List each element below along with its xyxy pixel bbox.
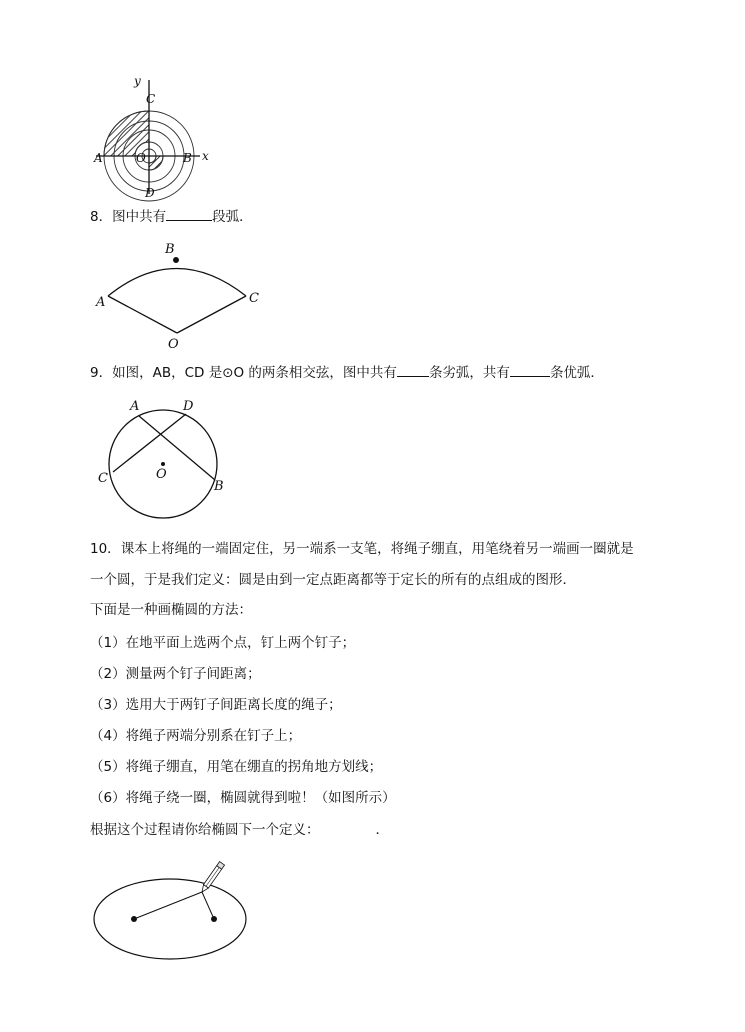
step-5-text: （5）将绳子绷直，用笔在绷直的拐角地方划线； — [90, 759, 383, 775]
step-6 — [90, 788, 396, 808]
question-9-text-c: 条优弧． — [549, 365, 604, 381]
question-9-number: 9． — [90, 365, 113, 381]
label-c: C — [249, 291, 259, 306]
point-b — [173, 257, 179, 263]
label-d: D — [183, 399, 194, 414]
label-o: O — [156, 467, 167, 482]
label-a: A — [94, 151, 103, 165]
intersecting-chords-figure — [94, 396, 234, 526]
nail-left — [131, 916, 137, 922]
arc-abc — [108, 269, 246, 297]
chord-ab — [139, 416, 215, 480]
string-left — [134, 892, 202, 919]
question-9-text-b: 条劣弧，共有 — [428, 365, 510, 381]
string-right — [202, 892, 214, 919]
label-y: y — [134, 74, 141, 88]
step-4 — [90, 726, 301, 746]
question-10-ask — [90, 820, 389, 840]
sector-figure — [92, 236, 272, 350]
nail-right — [211, 916, 217, 922]
step-2 — [90, 664, 261, 684]
question-10-text-1: 课本上将绳的一端固定住，另一端系一支笔，将绳子绷直，用笔绕着另一端画一圈就是 — [120, 541, 634, 557]
label-d: D — [145, 186, 155, 200]
label-x: x — [202, 149, 209, 163]
step-3-text: （3）选用大于两钉子间距离长度的绳子； — [90, 697, 342, 713]
label-c: C — [98, 471, 108, 486]
ellipse — [94, 879, 246, 959]
question-8-text-b: 段弧． — [212, 209, 253, 225]
question-10-intro — [90, 600, 252, 620]
step-4-text: （4）将绳子两端分别系在钉子上； — [90, 728, 302, 744]
answer-blank-9a[interactable] — [397, 362, 429, 377]
question-10-ask-text: 根据这个过程请你给椭圆下一个定义： — [90, 822, 320, 838]
question-10-intro-text: 下面是一种画椭圆的方法： — [90, 602, 252, 618]
step-1 — [90, 633, 355, 653]
label-b: B — [214, 479, 224, 494]
radius-oa — [108, 296, 177, 333]
question-8 — [90, 206, 253, 227]
label-o: O — [168, 337, 179, 352]
question-10-text-2: 一个圆，于是我们定义：圆是由到一定点距离都等于定长的所有的点组成的图形． — [90, 572, 576, 588]
label-b: B — [183, 151, 192, 165]
radius-oc — [177, 296, 246, 333]
shaded-outer-quadrant — [104, 111, 149, 156]
question-9 — [90, 362, 604, 383]
label-c: C — [146, 92, 156, 106]
answer-blank-9b[interactable] — [510, 362, 550, 377]
question-8-text-a: 图中共有 — [112, 209, 167, 225]
step-3 — [90, 695, 342, 715]
step-5 — [90, 757, 382, 777]
concentric-circles-figure — [88, 72, 228, 202]
question-9-text-a: 如图，AB，CD 是⊙O 的两条相交弦，图中共有 — [112, 365, 397, 381]
answer-blank-10[interactable] — [320, 820, 376, 834]
question-10-line-2 — [90, 570, 576, 590]
answer-blank-8[interactable] — [166, 206, 212, 221]
question-10-end: ． — [375, 822, 389, 838]
question-10-number: 10． — [90, 541, 121, 557]
question-8-number: 8． — [90, 209, 113, 225]
ellipse-drawing-figure — [90, 852, 260, 964]
label-b: B — [165, 242, 175, 257]
step-1-text: （1）在地平面上选两个点，钉上两个钉子； — [90, 635, 356, 651]
step-2-text: （2）测量两个钉子间距离； — [90, 666, 261, 682]
label-a: A — [96, 295, 106, 310]
chord-cd — [113, 414, 186, 472]
label-a: A — [130, 399, 140, 414]
question-10-line-1 — [90, 539, 634, 559]
center-point — [161, 462, 165, 466]
step-6-text: （6）将绳子绕一圈，椭圆就得到啦！（如图所示） — [90, 790, 396, 806]
label-o: O — [136, 151, 146, 165]
